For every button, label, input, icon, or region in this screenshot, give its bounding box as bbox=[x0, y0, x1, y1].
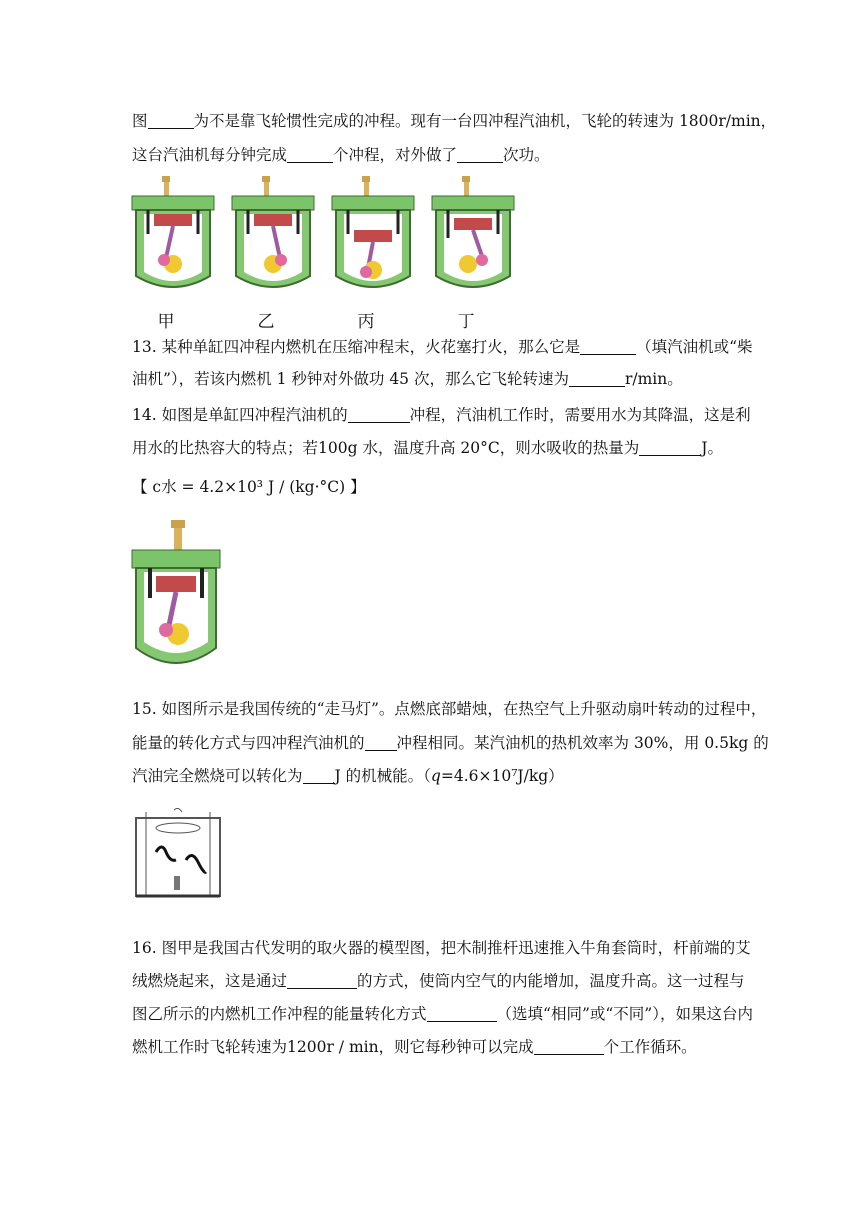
q16-text: ，则它每秒钟可以完成 bbox=[378, 1038, 534, 1056]
q16-text: 燃机工作时飞轮转速为 bbox=[132, 1038, 288, 1056]
lantern-figure bbox=[130, 808, 226, 900]
q15-line-2 bbox=[132, 732, 769, 754]
q16-line-3 bbox=[132, 1003, 753, 1025]
q14-text: J。 bbox=[701, 439, 723, 457]
answer-blank[interactable] bbox=[148, 112, 194, 129]
q16-text: 图乙所示的内燃机工作冲程的能量转化方式 bbox=[132, 1005, 427, 1023]
q16-text: 个工作循环。 bbox=[603, 1038, 697, 1056]
answer-blank[interactable] bbox=[457, 146, 503, 163]
answer-blank[interactable] bbox=[287, 972, 357, 989]
answer-blank[interactable] bbox=[348, 406, 410, 423]
q13-text: 油机”），若该内燃机 1 秒钟对外做功 45 次，那么它飞轮转速为 bbox=[132, 370, 569, 388]
q16-text: （选填“相同”或“不同”），如果这台内 bbox=[496, 1005, 753, 1023]
q12-text: 为不是靠飞轮惯性完成的冲程。现有一台四冲程汽油机，飞轮的转速为 1800r/min， bbox=[193, 112, 777, 130]
q12-text: 图 bbox=[132, 112, 148, 130]
q15-line-3 bbox=[132, 765, 744, 787]
q13-text: r/min。 bbox=[624, 370, 683, 388]
q16-text: 的方式，使筒内空气的内能增加，温度升高。这一过程与 bbox=[357, 972, 745, 990]
q15-text: 冲程相同。某汽油机的热机效率为 30%，用 0.5kg 的 bbox=[396, 734, 769, 752]
engine-label-bing: 丙 bbox=[357, 312, 375, 332]
q14-text: 用水的比热容大的特点；若 bbox=[132, 439, 319, 457]
engine-diagram-ding bbox=[428, 174, 518, 302]
engine-diagram-bing bbox=[328, 174, 418, 302]
answer-blank[interactable] bbox=[365, 734, 397, 751]
q16-line-4 bbox=[132, 1036, 744, 1058]
q14-text: ，则水吸收的热量为 bbox=[499, 439, 640, 457]
q12-text: 这台汽油机每分钟完成 bbox=[132, 146, 288, 164]
q15-text: 汽油完全燃烧可以转化为 bbox=[132, 767, 303, 785]
q16-text: 绒燃烧起来，这是通过 bbox=[132, 972, 288, 990]
q14-text: 水，温度升高 bbox=[357, 439, 461, 457]
engine-label-yi: 乙 bbox=[257, 312, 275, 332]
q15-line-1: 15. 如图所示是我国传统的“走马灯”。点燃底部蜡烛，在热空气上升驱动扇叶转动的过程中， bbox=[132, 700, 767, 718]
q13-line-2 bbox=[132, 368, 744, 390]
engine-label-jia: 甲 bbox=[157, 312, 175, 332]
q14-mass: 100g bbox=[318, 439, 358, 457]
q16-speed: 1200r / min bbox=[287, 1038, 379, 1056]
q13-text: 13. 某种单缸四冲程内燃机在压缩冲程末，火花塞打火，那么它是 bbox=[132, 338, 581, 356]
answer-blank[interactable] bbox=[287, 146, 333, 163]
q14-formula: 【 c水 = 4.2×10³ J / (kg·°C) 】 bbox=[132, 478, 366, 496]
q12-text: 次功。 bbox=[503, 146, 550, 164]
engine-label-ding: 丁 bbox=[457, 312, 475, 332]
q14-line-2 bbox=[132, 437, 744, 459]
engine-diagram-jia bbox=[128, 174, 218, 302]
q16-line-2 bbox=[132, 970, 744, 992]
answer-blank[interactable] bbox=[427, 1005, 497, 1022]
answer-blank[interactable] bbox=[580, 338, 636, 355]
q15-symbol: q bbox=[430, 767, 441, 785]
q14-line-1 bbox=[132, 404, 751, 426]
q14-text: 冲程，汽油机工作时，需要用水为其降温，这是利 bbox=[409, 406, 751, 424]
q15-text: J 的机械能。（ bbox=[334, 767, 431, 785]
q14-text: 14. 如图是单缸四冲程汽油机的 bbox=[132, 406, 348, 424]
answer-blank[interactable] bbox=[569, 370, 625, 387]
answer-blank[interactable] bbox=[534, 1038, 604, 1055]
q12-line-2 bbox=[132, 144, 744, 166]
engine-diagram-yi bbox=[228, 174, 318, 302]
q13-text: （填汽油机或“柴 bbox=[636, 338, 753, 356]
q16-line-1: 16. 图甲是我国古代发明的取火器的模型图，把木制推杆迅速推入牛角套筒时，杆前端的艾 bbox=[132, 939, 751, 957]
q15-text: 能量的转化方式与四冲程汽油机的 bbox=[132, 734, 365, 752]
q12-text: 个冲程，对外做了 bbox=[333, 146, 458, 164]
q14-temperature: 20°C bbox=[460, 439, 500, 457]
answer-blank[interactable] bbox=[303, 767, 335, 784]
q12-line-1 bbox=[132, 110, 777, 132]
engine-diagram-q14 bbox=[128, 518, 224, 678]
q15-text: =4.6×10⁷J/kg） bbox=[440, 767, 564, 785]
answer-blank[interactable] bbox=[639, 439, 701, 456]
q13-line-1 bbox=[132, 336, 753, 358]
